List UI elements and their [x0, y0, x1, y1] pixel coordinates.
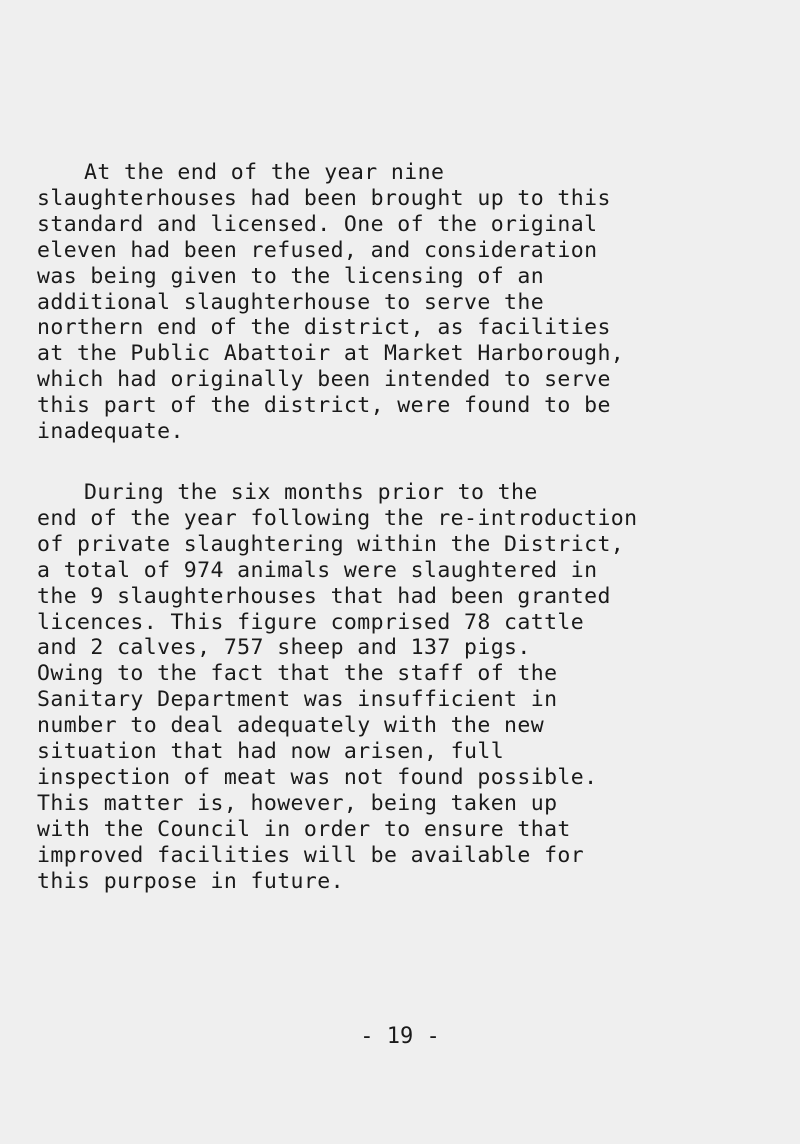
text-line: with the Council in order to ensure that: [37, 816, 571, 842]
text-line: was being given to the licensing of an: [37, 263, 545, 289]
text-line: Sanitary Department was insufficient in: [37, 687, 558, 713]
text-line: a total of 974 animals were slaughtered in: [37, 557, 598, 583]
page-number: - 19 -: [360, 1024, 440, 1049]
text-line: this part of the district, were found to be: [37, 393, 611, 419]
text-line: inadequate.: [37, 419, 184, 445]
text-line: At the end of the year nine: [84, 160, 445, 185]
text-line: this purpose in future.: [37, 868, 344, 894]
text-line: situation that had now arisen, full: [37, 739, 505, 765]
paragraph-slaughter-statistics: [37, 480, 767, 895]
text-line: slaughterhouses had been brought up to this: [37, 185, 611, 211]
text-line: standard and licensed. One of the original: [37, 211, 598, 237]
text-line: eleven had been refused, and consideration: [37, 237, 598, 263]
text-line: which had originally been intended to serve: [37, 367, 611, 393]
paragraph-slaughterhouse-licensing: [37, 160, 767, 445]
text-line: northern end of the district, as facilities: [37, 315, 611, 341]
text-line: of private slaughtering within the District,: [37, 531, 625, 557]
text-line: additional slaughterhouse to serve the: [37, 289, 545, 315]
text-line: This matter is, however, being taken up: [37, 790, 558, 816]
text-line: end of the year following the re-introduction: [37, 505, 638, 531]
text-line: number to deal adequately with the new: [37, 713, 545, 739]
text-line: licences. This figure comprised 78 cattle: [37, 609, 585, 635]
text-line: the 9 slaughterhouses that had been granted: [37, 583, 611, 609]
text-line: Owing to the fact that the staff of the: [37, 661, 558, 687]
text-line: and 2 calves, 757 sheep and 137 pigs.: [37, 635, 531, 661]
text-line: During the six months prior to the: [84, 480, 538, 505]
text-line: at the Public Abattoir at Market Harborough,: [37, 341, 625, 367]
text-line: improved facilities will be available for: [37, 842, 585, 868]
text-line: inspection of meat was not found possible.: [37, 764, 598, 790]
